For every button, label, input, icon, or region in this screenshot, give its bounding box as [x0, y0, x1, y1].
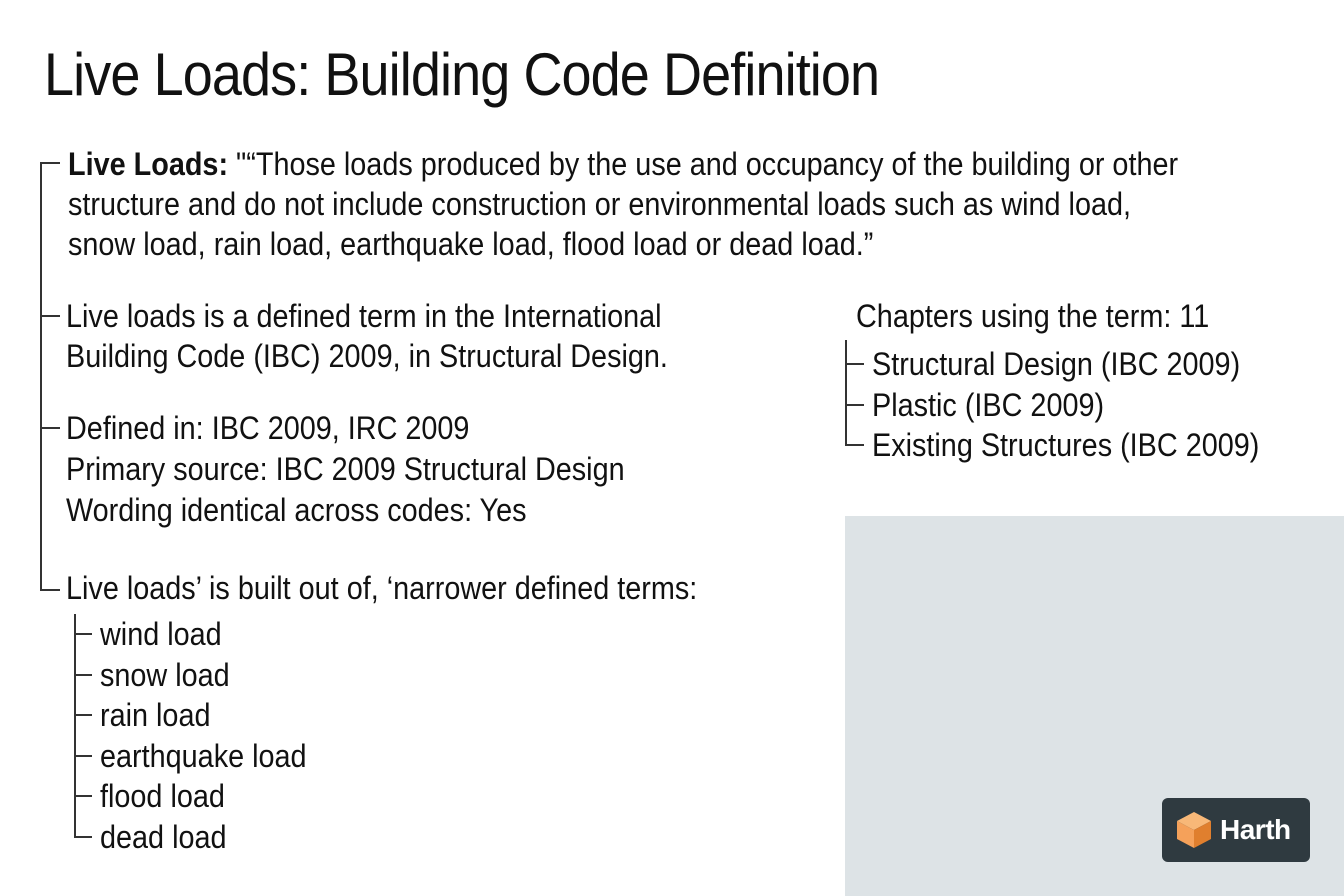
chapters-tree-branch	[845, 363, 864, 365]
narrower-tree-branch	[74, 795, 92, 797]
main-tree-vertical-line	[40, 162, 42, 590]
narrower-term-item: dead load	[100, 819, 227, 855]
defined-term-line-2: Building Code (IBC) 2009, in Structural Design.	[66, 338, 668, 374]
definition-label: Live Loads:	[68, 146, 229, 182]
chapter-item: Existing Structures (IBC 2009)	[872, 427, 1260, 463]
harth-logo	[1162, 798, 1310, 862]
chapters-tree-branch	[845, 404, 864, 406]
definition-line-3: snow load, rain load, earthquake load, flood load or dead load.”	[68, 226, 874, 262]
chapters-tree-vertical-line	[845, 340, 847, 445]
narrower-tree-branch	[74, 755, 92, 757]
page-title: Live Loads: Building Code Definition	[44, 41, 880, 108]
definition-line-1	[68, 144, 1178, 184]
defined-term-line-1: Live loads is a defined term in the International	[66, 298, 662, 334]
primary-source: Primary source: IBC 2009 Structural Design	[66, 451, 625, 487]
narrower-term-item: rain load	[100, 697, 211, 733]
narrower-term-item: snow load	[100, 657, 230, 693]
narrower-tree-vertical-line	[74, 614, 76, 836]
main-tree-branch	[40, 162, 60, 164]
narrower-tree-branch	[74, 714, 92, 716]
main-tree-branch	[40, 315, 60, 317]
definition-text: "“Those loads produced by the use and occupancy of the building or other	[228, 146, 1179, 182]
logo-text: Harth	[1220, 814, 1291, 845]
narrower-terms-heading: Live loads’ is built out of, ‘narrower defined terms:	[66, 570, 698, 606]
chapter-item: Plastic (IBC 2009)	[872, 387, 1105, 423]
wording-identical: Wording identical across codes: Yes	[66, 492, 527, 528]
narrower-term-item: wind load	[100, 616, 222, 652]
definition-line-2: structure and do not include construction or environmental loads such as wind load,	[68, 186, 1132, 222]
narrower-term-item: flood load	[100, 778, 225, 814]
narrower-term-item: earthquake load	[100, 738, 307, 774]
narrower-tree-branch	[74, 836, 92, 838]
narrower-tree-branch	[74, 674, 92, 676]
chapters-tree-branch	[845, 444, 864, 446]
chapter-item: Structural Design (IBC 2009)	[872, 346, 1241, 382]
chapters-heading: Chapters using the term: 11	[856, 298, 1210, 334]
main-tree-branch	[40, 427, 60, 429]
narrower-tree-branch	[74, 633, 92, 635]
defined-in: Defined in: IBC 2009, IRC 2009	[66, 410, 470, 446]
main-tree-branch	[40, 589, 60, 591]
cube-icon	[1174, 810, 1214, 850]
